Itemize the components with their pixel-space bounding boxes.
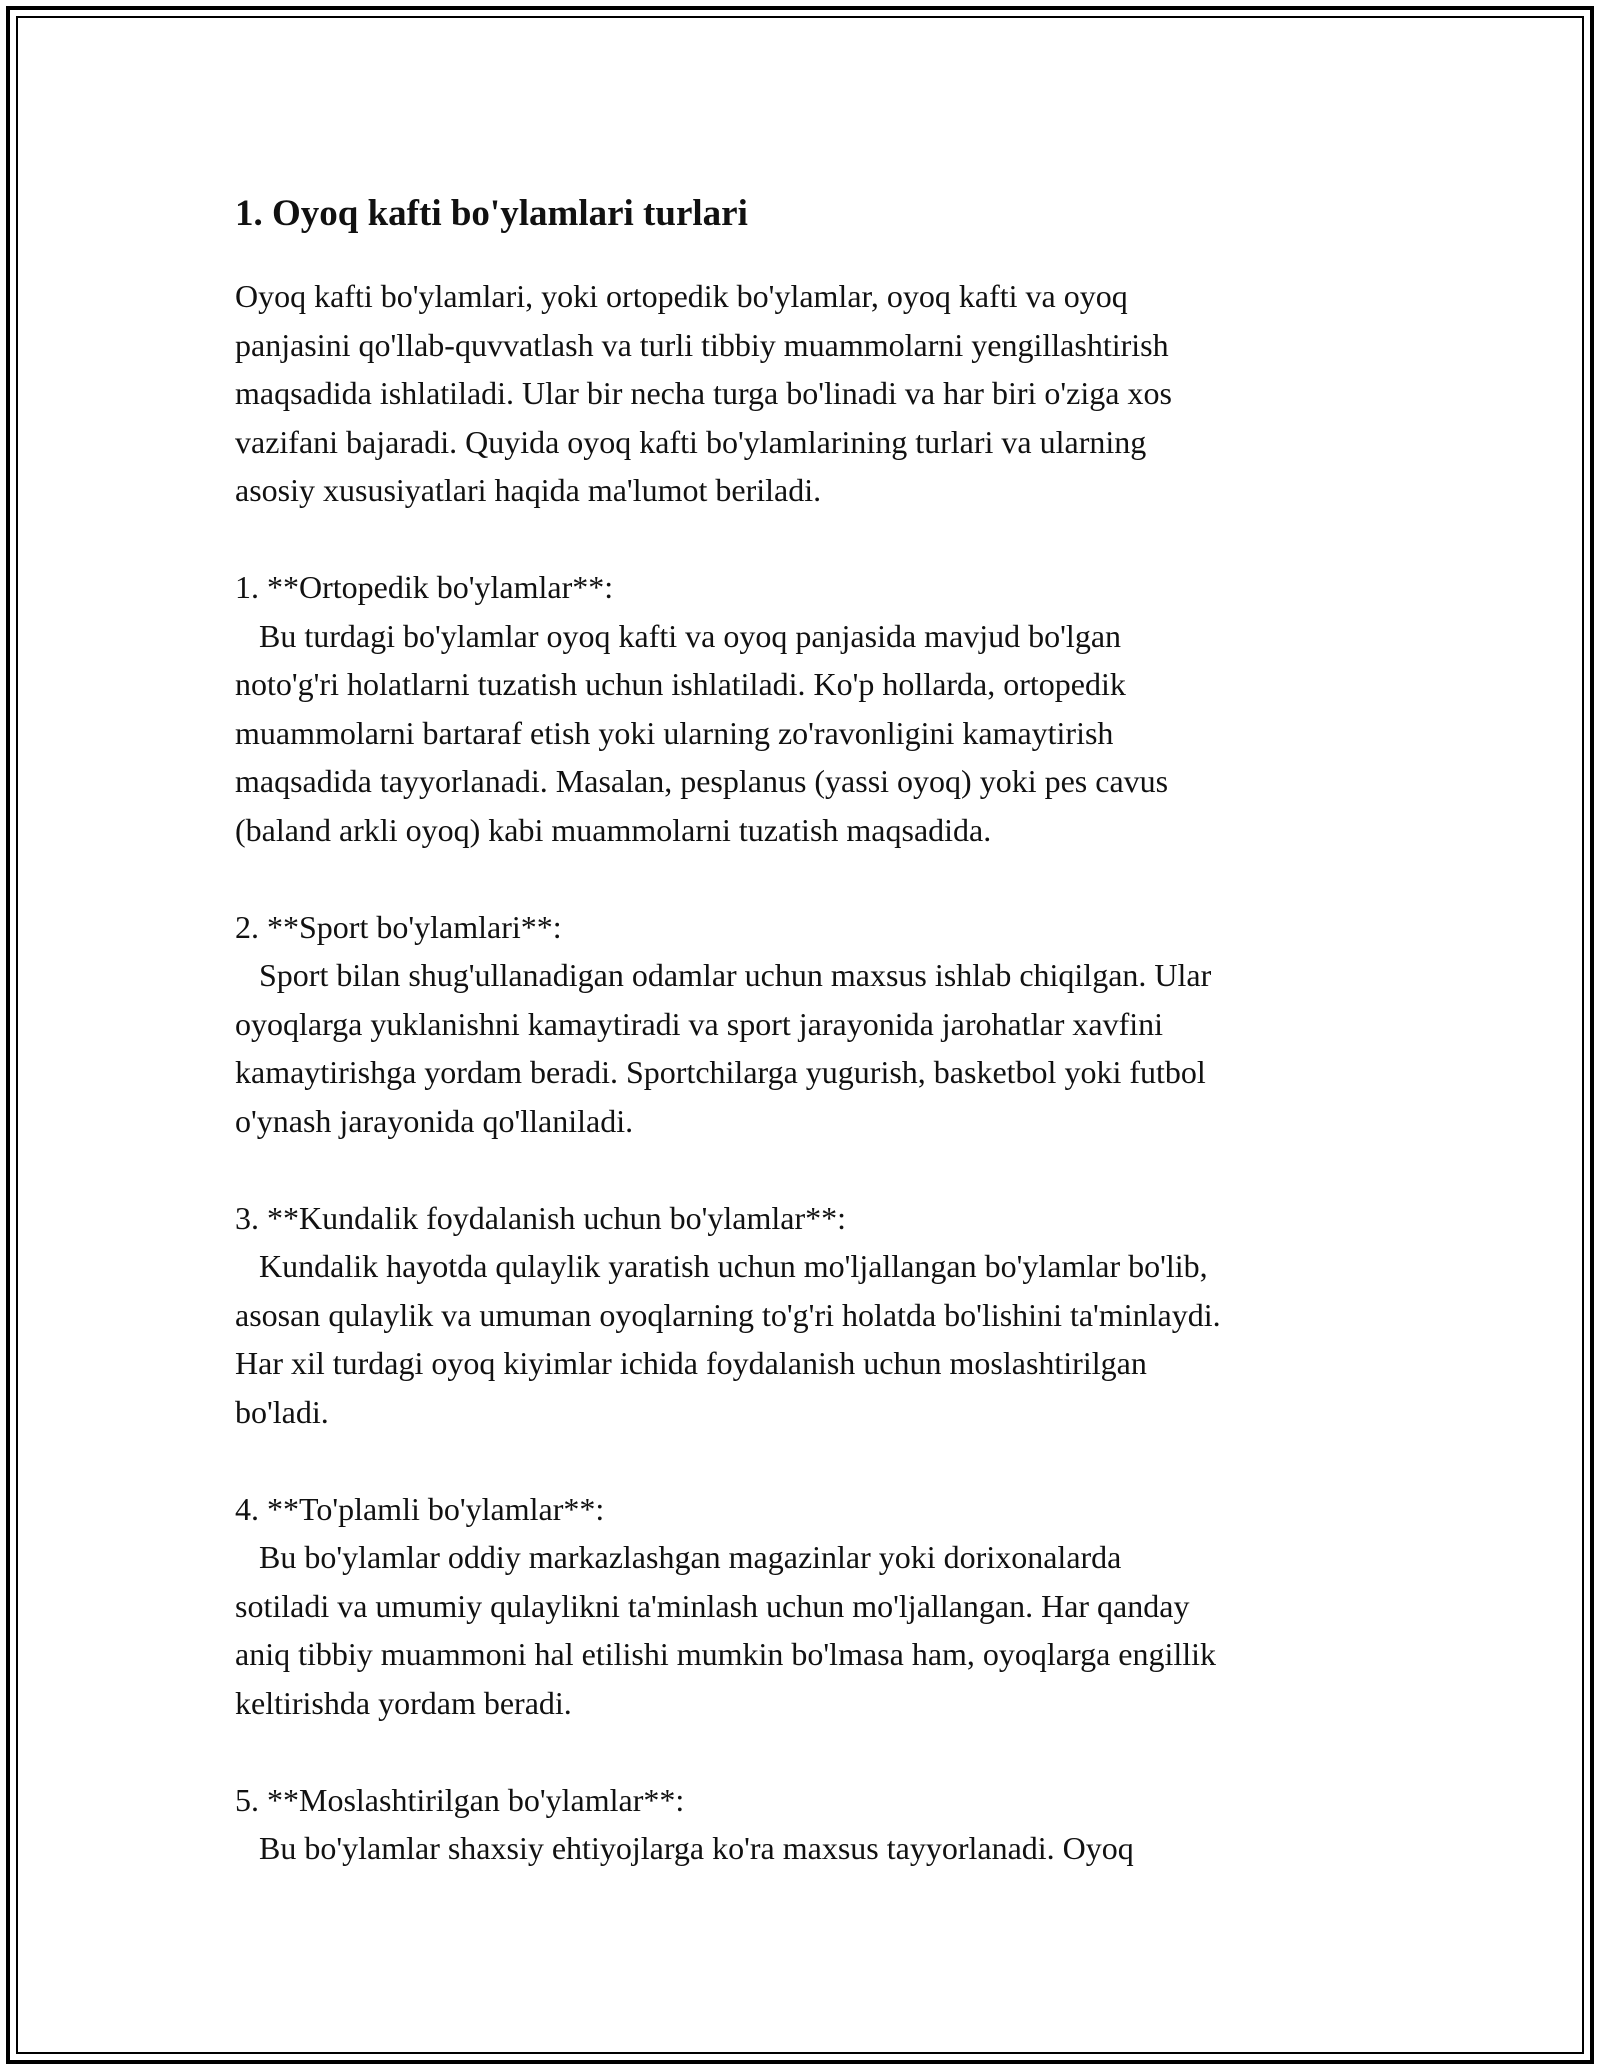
document-body <box>235 186 1365 1873</box>
document-heading: 1. Oyoq kafti bo'ylamlari turlari <box>235 193 748 234</box>
section-body: Bu turdagi bo'ylamlar oyoq kafti va oyoq panjasida mavjud bo'lgan noto'g'ri holatlarni tuzatish uchun ishlatiladi. Ko'p hollarda, ortopedik muammolarni bartaraf etish yoki ularning zo'ravonligini kamaytirish maqsadida tayyorlanadi. Masalan, pesplanus (yassi oyoq) yoki pes cavus (baland arkli oyoq) kabi muammolarni tuzatish maqsadida. <box>235 617 1169 848</box>
section-body: Kundalik hayotda qulaylik yaratish uchun mo'ljallangan bo'ylamlar bo'lib, asosan qulaylik va umuman oyoqlarning to'g'ri holatda bo'lishini ta'minlaydi. Har xil turdagi oyoq kiyimlar ichida foydalanish uchun moslashtirilgan bo'ladi. <box>235 1248 1221 1430</box>
section-title: 2. **Sport bo'ylamlari**: <box>235 908 562 945</box>
section-toplamli <box>235 1485 1365 1728</box>
section-body: Sport bilan shug'ullanadigan odamlar uchun maxsus ishlab chiqilgan. Ular oyoqlarga yuklanishni kamaytiradi va sport jarayonida jarohatlar xavfini kamaytirishga yordam beradi. Sportchilarga yugurish, basketbol yoki futbol o'ynash jarayonida qo'llaniladi. <box>235 957 1212 1139</box>
section-title: 5. **Moslashtirilgan bo'ylamlar**: <box>235 1781 685 1818</box>
section-title: 4. **To'plamli bo'ylamlar**: <box>235 1490 605 1527</box>
section-moslashtirilgan <box>235 1776 1365 1873</box>
section-ortopedik <box>235 563 1365 854</box>
intro-paragraph: Oyoq kafti bo'ylamlari, yoki ortopedik bo'ylamlar, oyoq kafti va oyoq panjasini qo'llab-quvvatlash va turli tibbiy muammolarni yengillashtirish maqsadida ishlatiladi. Ular bir necha turga bo'linadi va har biri o'ziga xos vazifani bajaradi. Quyida oyoq kafti bo'ylamlarining turlari va ularning asosiy xususiyatlari haqida ma'lumot beriladi. <box>235 278 1172 508</box>
section-title: 1. **Ortopedik bo'ylamlar**: <box>235 569 614 605</box>
section-sport <box>235 903 1365 1146</box>
section-body: Bu bo'ylamlar oddiy markazlashgan magazinlar yoki dorixonalarda sotiladi va umumiy qulaylikni ta'minlash uchun mo'ljallangan. Har qanday aniq tibbiy muammoni hal etilishi mumkin bo'lmasa ham, oyoqlarga engillik keltirishda yordam beradi. <box>235 1539 1217 1721</box>
section-kundalik <box>235 1194 1365 1437</box>
section-body: Bu bo'ylamlar shaxsiy ehtiyojlarga ko'ra maxsus tayyorlanadi. Oyoq <box>235 1830 1134 1866</box>
section-title: 3. **Kundalik foydalanish uchun bo'ylamlar**: <box>235 1199 846 1236</box>
